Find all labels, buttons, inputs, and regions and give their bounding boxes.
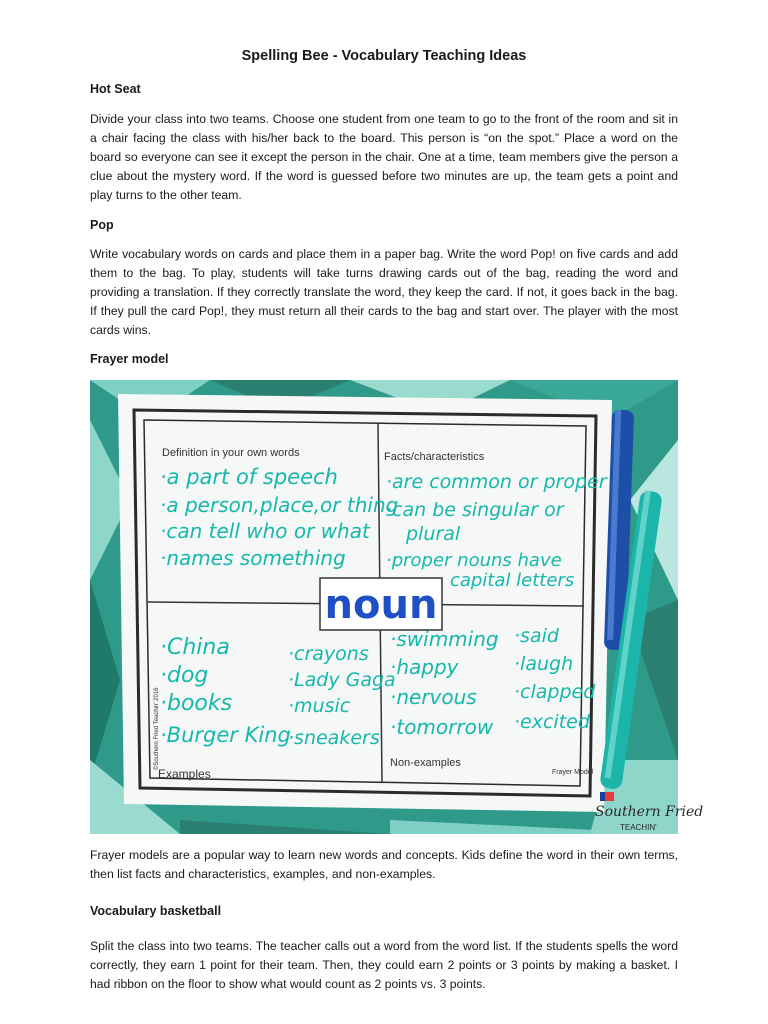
center-word: noun: [324, 582, 438, 628]
nonexample-item: ·excited: [514, 711, 590, 733]
heading-frayer-model: Frayer model: [90, 352, 169, 366]
facts-item: capital letters: [450, 570, 575, 591]
example-item: ·crayons: [288, 643, 369, 665]
example-item: ·Burger King: [160, 723, 291, 747]
frayer-model-illustration: [90, 380, 704, 834]
examples-label: Examples: [158, 767, 211, 781]
facts-item: ·proper nouns have: [386, 550, 562, 571]
heading-pop: Pop: [90, 218, 114, 232]
watermark-line2: TEACHIN': [620, 823, 657, 832]
heading-vocabulary-basketball: Vocabulary basketball: [90, 904, 222, 918]
nonexample-item: ·clapped: [514, 681, 596, 703]
example-item: ·China: [160, 635, 230, 660]
heading-hot-seat: Hot Seat: [90, 82, 141, 96]
definition-item: ·names something: [160, 546, 346, 570]
definition-item: ·can tell who or what: [160, 519, 370, 543]
nonexample-item: ·said: [514, 625, 559, 647]
nonexample-item: ·happy: [390, 655, 459, 679]
frayer-footer: Frayer Model: [552, 769, 594, 776]
page-title: Spelling Bee - Vocabulary Teaching Ideas: [241, 48, 527, 64]
paragraph-pop: Write vocabulary words on cards and place them in a paper bag. Write the word Pop! on five cards and add them to the bag. To play, students will take turns drawing cards out of the bag, reading the word and providing a translation. If they correctly translate the word, they keep the card. If not, it goes back in the bag. If they pull the card Pop!, they must return all their cards to the bag and start over. The player with the most cards wins.: [90, 247, 678, 337]
example-item: ·music: [288, 695, 351, 717]
definition-item: ·a person,place,or thing: [160, 493, 399, 517]
nonexample-item: ·tomorrow: [390, 715, 494, 739]
example-item: ·dog: [160, 663, 209, 688]
paragraph-hot-seat: Divide your class into two teams. Choose one student from one team to go to the front of the room and sit in a chair facing the class with his/her back to the board. This person is “on the spot.” Place a word on the board so everyone can see it except the person in the chair. One at a time, team members give the person a clue about the mystery word. If the word is guessed before two minutes are up, the team gets a point and play turns to the other team.: [90, 112, 678, 202]
frayer-model-photo: [90, 380, 704, 834]
facts-item: ·can be singular or: [386, 499, 564, 521]
nonexamples-label: Non-examples: [390, 757, 461, 769]
nonexample-item: ·laugh: [514, 653, 574, 675]
example-item: ·Lady Gaga: [288, 669, 396, 691]
paragraph-vocabulary-basketball: Split the class into two teams. The teacher calls out a word from the word list. If the students spells the word correctly, they earn 1 point for their team. Then, they could earn 2 points or 3 points by making a basket. I had ribbon on the floor to show what would count as 2 points vs. 3 points.: [90, 939, 678, 991]
facts-item: ·are common or proper: [386, 471, 607, 493]
paragraph-frayer-caption: Frayer models are a popular way to learn new words and concepts. Kids define the word in their own terms, then list facts and characteristics, examples, and non-examples.: [90, 848, 678, 881]
facts-item: plural: [406, 523, 461, 545]
definition-label: Definition in your own words: [162, 447, 300, 459]
example-item: ·sneakers: [288, 727, 380, 749]
facts-label: Facts/characteristics: [384, 451, 485, 463]
copyright-side-text: ©Southern Fried Teachin' 2016: [154, 687, 160, 770]
nonexample-item: ·nervous: [390, 685, 477, 709]
watermark-line1: Southern Fried: [595, 804, 704, 820]
nonexample-item: ·swimming: [390, 627, 499, 651]
definition-item: ·a part of speech: [160, 465, 338, 489]
example-item: ·books: [160, 691, 233, 716]
